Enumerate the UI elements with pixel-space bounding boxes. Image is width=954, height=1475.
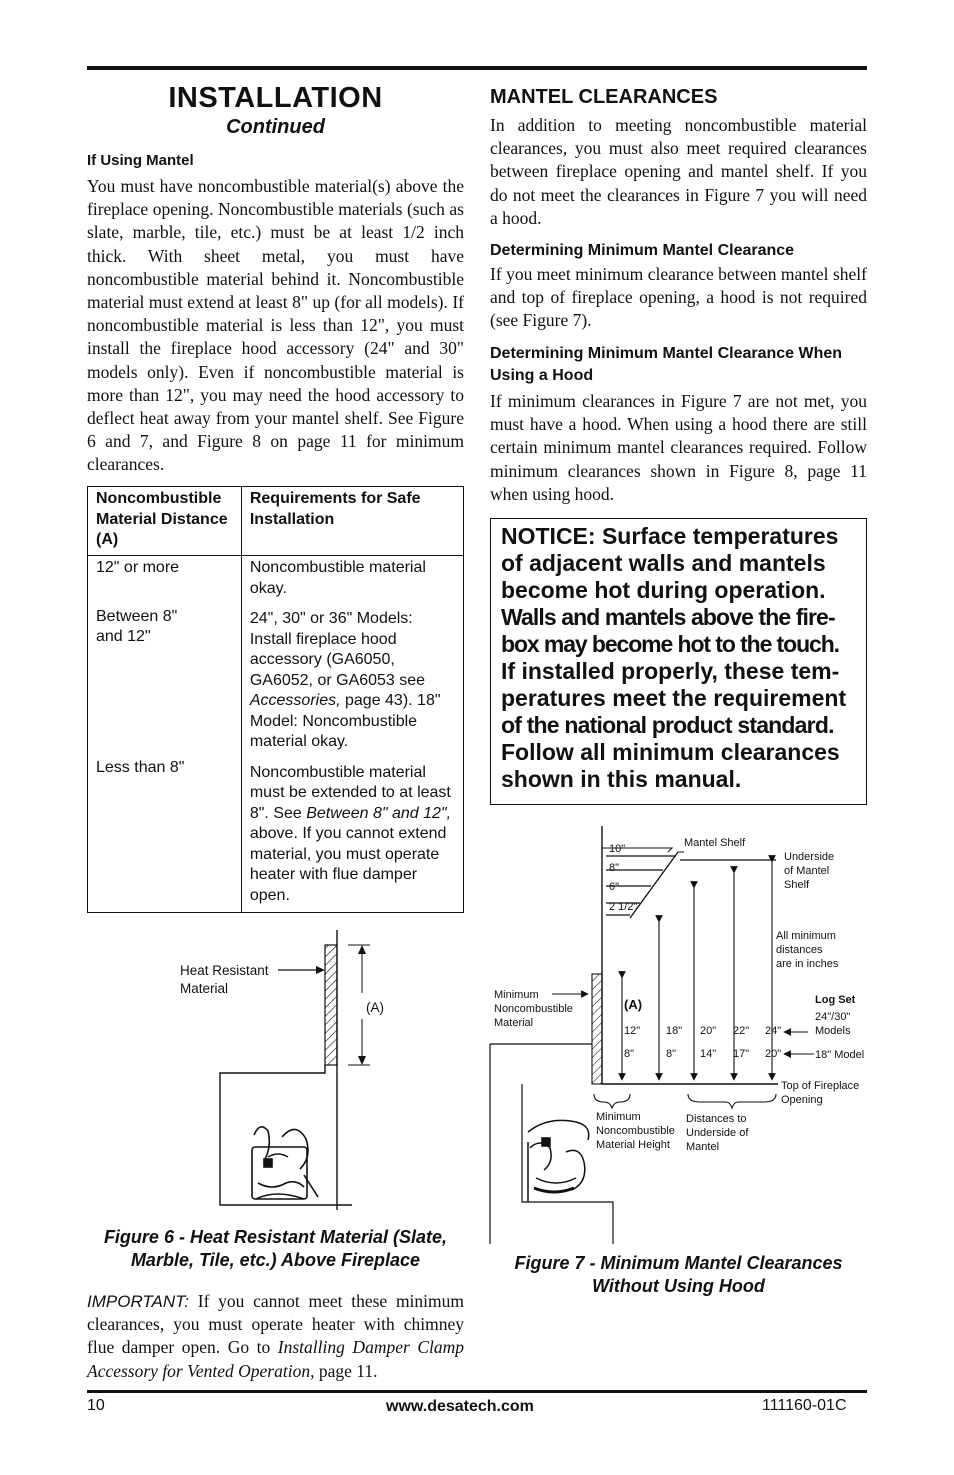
clearance-value: 8"	[624, 1048, 635, 1060]
dimension-a-label: (A)	[366, 1000, 384, 1015]
requirement-text: 24", 30" or 36" Models: Install fireplace hood accessory (GA6050, GA6052, or GA6053 see Accessories, page 43). 18" Model: Noncombustible material okay.	[249, 610, 441, 750]
step-label: 6"	[609, 881, 620, 893]
requirement-text: Noncombustible material must be extended to at least 8". See Between 8" and 12", above. If you cannot extend material, you must operate heater with flue damper open.	[249, 763, 452, 904]
min-height-label: Minimum Noncombustible Material Height	[596, 1111, 675, 1151]
document-number: 111160-01C	[762, 1397, 847, 1414]
log-set-label: Log Set	[815, 994, 856, 1006]
heat-resistant-material	[325, 945, 337, 1065]
notice-line: become hot during operation.	[501, 577, 826, 603]
bottom-rule	[87, 1390, 867, 1393]
notice-line: Walls and mantels above the fire-	[501, 604, 835, 630]
table-row	[88, 556, 464, 913]
log-heater-icon	[528, 1120, 589, 1202]
table-header: Noncombustible Material Distance (A)	[88, 487, 242, 556]
clearance-value: 24"	[765, 1025, 782, 1037]
clearance-value: 12"	[624, 1025, 641, 1037]
hood-paragraph: If minimum clearances in Figure 7 are not met, you must have a hood. When using a hood there are still certain minimum mantel clearances required. Follow minimum clearances shown in Figure 8, page 11 when using hood.	[490, 391, 867, 504]
clearance-value: 20"	[765, 1048, 782, 1060]
distance-value: 12" or more	[96, 559, 180, 576]
min-clearance-paragraph: If you meet minimum clearance between mantel shelf and top of fireplace opening, a hood is not required (see Figure 7).	[490, 264, 867, 331]
important-lead: IMPORTANT:	[87, 1292, 189, 1311]
mantel-intro: In addition to meeting noncombustible material clearances, you must also meet required clearances between fireplace opening and mantel shelf. If you do not meet the clearances in Figure 7 you will need a hood.	[490, 115, 867, 228]
table-header: Requirements for Safe Installation	[241, 487, 463, 556]
requirement-cell	[241, 556, 463, 913]
model-18-label: 18" Model	[815, 1049, 865, 1061]
notice-line: NOTICE: Surface temperatures	[501, 523, 839, 549]
clearance-value: 17"	[733, 1048, 750, 1060]
a-label: (A)	[624, 997, 643, 1012]
mantel-shelf-label: Mantel Shelf	[684, 837, 746, 849]
notice-line: shown in this manual.	[501, 766, 742, 792]
min-noncombustible-label: Minimum Noncombustible Material	[494, 989, 573, 1029]
mantel-paragraph: You must have noncombustible material(s) above the fireplace opening. Noncombustible materials (such as slate, marble, tile, etc.) must be at least 1/2 inch thick. With sheet metal, you must have noncombustible material behind it. Noncombustible material must extend at least 8" up (for all models). If noncombustible material is less than 12", you must install the fireplace hood accessory (24" and 30" models only). Even if noncombustible material is more than 12", you may need the hood accessory to deflect heat away from your mantel shelf. See Figure 6 and 7, and Figure 8 on page 11 for minimum clearances.	[87, 176, 464, 475]
subheading-if-using-mantel: If Using Mantel	[87, 152, 194, 169]
notice-line: box may become hot to the touch.	[501, 631, 839, 657]
requirements-table	[87, 486, 464, 913]
notice-line: of adjacent walls and mantels	[501, 550, 826, 576]
figure-7-caption: Figure 7 - Minimum Mantel Clearances Without Using Hood	[514, 1253, 843, 1296]
requirement-text: Noncombustible material okay.	[249, 559, 426, 597]
notice-line: Follow all minimum clearances	[501, 739, 840, 765]
dimension-lines	[622, 862, 814, 1080]
figure-6-caption: Figure 6 - Heat Resistant Material (Slate, Marble, Tile, etc.) Above Fireplace	[103, 1227, 448, 1270]
log-heater-icon	[252, 1127, 318, 1199]
heat-resistant-label: Heat Resistant Material	[180, 963, 269, 996]
clearance-value: 14"	[700, 1048, 717, 1060]
step-label: 8"	[609, 862, 620, 874]
notice-line: of the national product standard.	[501, 712, 834, 738]
notice-line: If installed properly, these tem-	[501, 658, 840, 684]
clearance-value: 8"	[666, 1048, 677, 1060]
step-label: 10"	[609, 843, 626, 855]
page-number: 10	[87, 1397, 105, 1414]
distance-cell	[88, 556, 242, 913]
all-minimum-label: All minimum distances are in inches	[776, 930, 839, 970]
clearance-value: 22"	[733, 1025, 750, 1037]
section-title: INSTALLATION	[168, 82, 383, 114]
clearance-value: 18"	[666, 1025, 683, 1037]
model-2430-label: 24"/30" Models	[815, 1011, 851, 1037]
notice-line: peratures meet the requirement	[501, 685, 847, 711]
subheading-min-clearance: Determining Minimum Mantel Clearance	[490, 242, 795, 259]
website-link[interactable]: www.desatech.com	[386, 1398, 534, 1415]
clearance-value: 20"	[700, 1025, 717, 1037]
top-of-opening-label: Top of Fireplace Opening	[781, 1080, 860, 1106]
notice-box	[490, 518, 867, 805]
mantel-clearances-heading: MANTEL CLEARANCES	[490, 86, 718, 108]
table-header-row	[88, 487, 464, 556]
underside-label: Underside of Mantel Shelf	[784, 851, 835, 891]
distance-value: Between 8" and 12"	[96, 607, 178, 645]
important-paragraph: IMPORTANT: If you cannot meet these minimum clearances, you must operate heater with chimney flue damper open. Go to Installing Damper Clamp Accessory for Vented Operation, page 11.	[87, 1291, 464, 1381]
distance-value: Less than 8"	[96, 758, 185, 776]
subheading-min-clearance-hood: Determining Minimum Mantel Clearance When Using a Hood	[490, 345, 843, 384]
top-rule	[87, 66, 867, 70]
section-subtitle: Continued	[226, 116, 325, 138]
step-label: 2 1/2"	[609, 901, 638, 913]
distances-label: Distances to Underside of Mantel	[686, 1113, 749, 1153]
